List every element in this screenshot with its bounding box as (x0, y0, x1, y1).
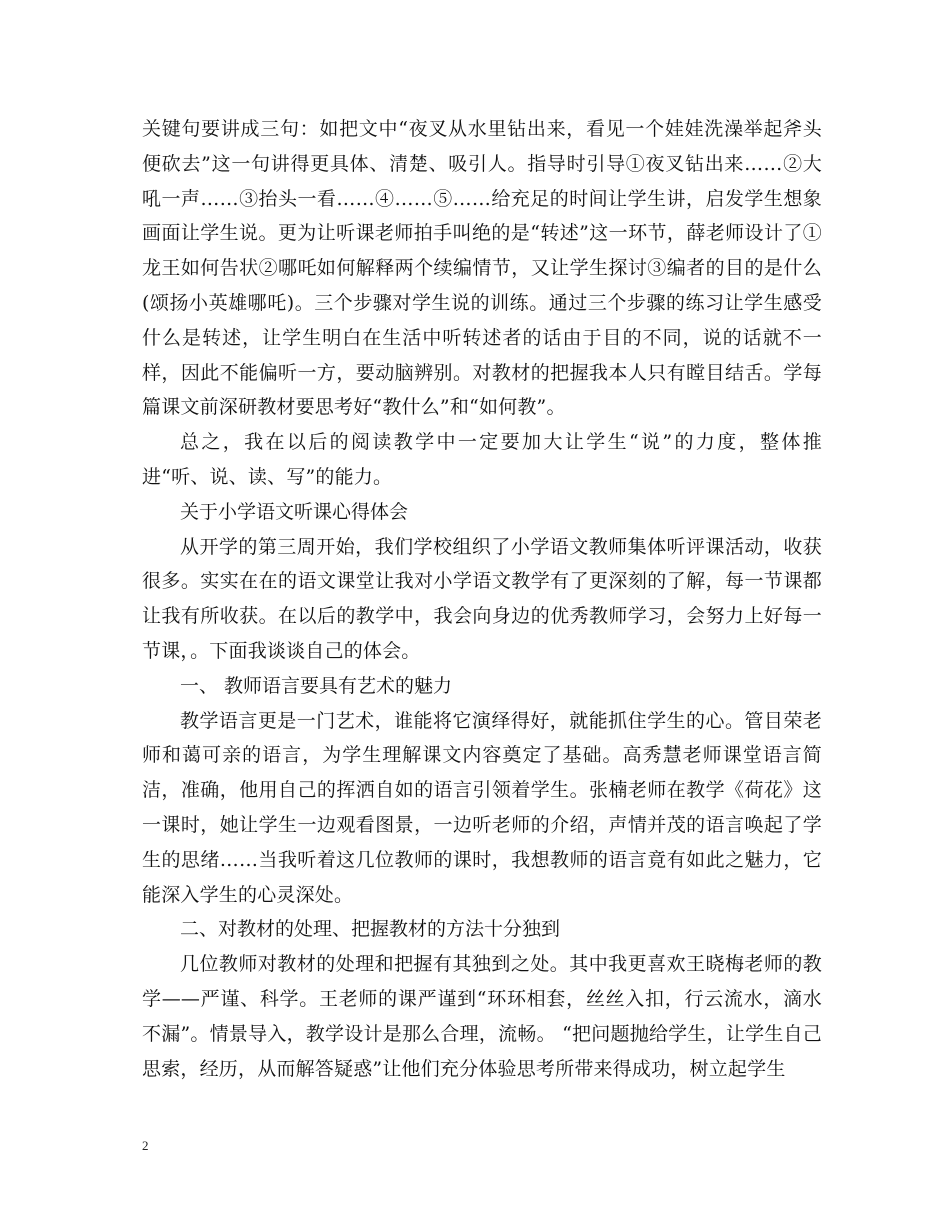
paragraph-intro: 从开学的第三周开始，我们学校组织了小学语文教师集体听评课活动，收获很多。实实在在的语文课堂让我对小学语文教学有了更深刻的了解，每一节课都让我有所收获。在以后的教学中，我会向身边的优秀教师学习，会努力上好每一节课，。下面我谈谈自己的体会。 (142, 535, 822, 662)
paragraph-continued: 关键句要讲成三句：如把文中“夜叉从水里钻出来，看见一个娃娃洗澡举起斧头便砍去”这一句讲得更具体、清楚、吸引人。指导时引导①夜叉钻出来……②大吼一声……③抬头一看……④……⑤……给充足的时间让学生讲，启发学生想象画面让学生说。更为让听课老师拍手叫绝的是“转述”这一环节，薛老师设计了①龙王如何告状②哪吒如何解释两个续编情节，又让学生探讨③编者的目的是什么(颂扬小英雄哪吒)。三个步骤对学生说的训练。通过三个步骤的练习让学生感受什么是转述，让学生明白在生活中听转述者的话由于目的不同，说的话就不一样，因此不能偏听一方，要动脑辨别。对教材的把握我本人只有瞠目结舌。学每篇课文前深研教材要思考好“教什么”和“如何教”。 (142, 118, 822, 419)
section-title: 关于小学语文听课心得体会 (180, 500, 409, 523)
paragraph-conclusion: 总之，我在以后的阅读教学中一定要加大让学生“说”的力度，整体推进“听、说、读、写”的能力。 (142, 431, 822, 488)
paragraph-material: 几位教师对教材的处理和把握有其独到之处。其中我更喜欢王晓梅老师的教学——严谨、科学。王老师的课严谨到“环环相套，丝丝入扣，行云流水，滴水不漏”。情景导入，教学设计是那么合理，流畅。 “把问题抛给学生，让学生自己思索，经历，从而解答疑惑”让他们充分体验思考所带来得成功，树立起学生 (142, 953, 822, 1080)
page-number: 2 (142, 1138, 149, 1153)
page-body (142, 112, 822, 1086)
paragraph-language: 教学语言更是一门艺术，谁能将它演绎得好，就能抓住学生的心。管目荣老师和蔼可亲的语言，为学生理解课文内容奠定了基础。高秀慧老师课堂语言简洁，准确，他用自己的挥洒自如的语言引领着学生。张楠老师在教学《荷花》这一课时，她让学生一边观看图景，一边听老师的介绍，声情并茂的语言唤起了学生的思绪……当我听着这几位教师的课时，我想教师的语言竟有如此之魅力，它能深入学生的心灵深处。 (142, 709, 822, 906)
heading-two: 二、对教材的处理、把握教材的方法十分独到 (180, 918, 561, 941)
heading-one: 一、 教师语言要具有艺术的魅力 (180, 674, 453, 697)
